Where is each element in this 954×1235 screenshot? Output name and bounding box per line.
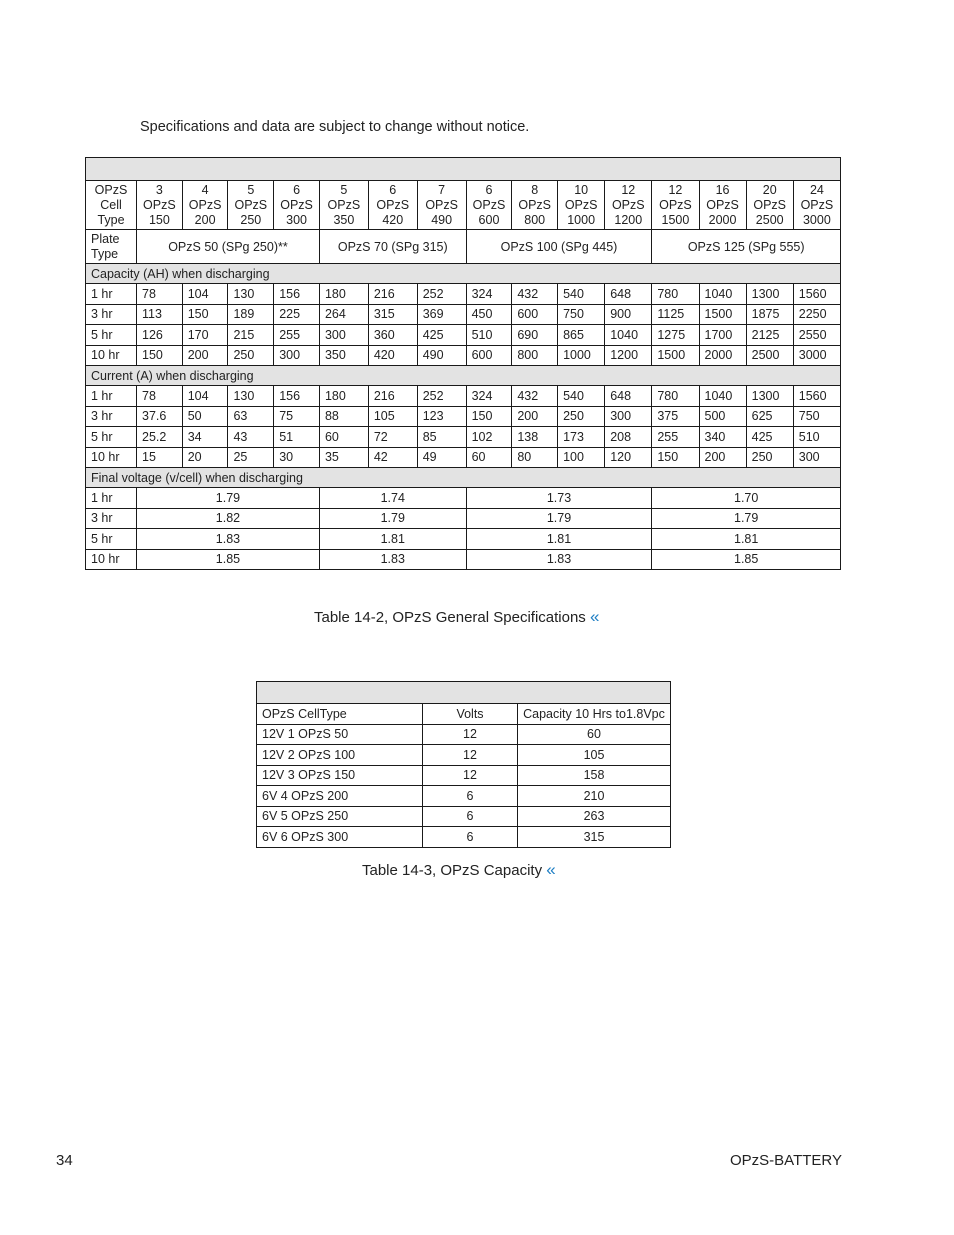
cell-line: 600	[478, 212, 500, 227]
section-title: Current (A) when discharging	[86, 366, 841, 386]
cell-line: 1200	[614, 212, 643, 227]
table-cell: 648	[605, 284, 652, 305]
cell-type-header	[466, 181, 512, 230]
table-cell: 425	[746, 427, 793, 448]
cell-line: OPzS	[280, 197, 313, 212]
cell-line: 6	[389, 182, 397, 197]
cell-line: 200	[194, 212, 216, 227]
table-cell: 865	[558, 325, 605, 346]
table-cell: 625	[746, 406, 793, 427]
table-cell: 2250	[793, 304, 840, 325]
table-cell: 750	[558, 304, 605, 325]
section-header-row	[86, 468, 841, 488]
specifications-caption-text: Table 14-2, OPzS General Specifications	[314, 609, 586, 626]
row-label: 10 hr	[86, 345, 137, 366]
cell-line: 5	[247, 182, 255, 197]
table-cell: 34	[182, 427, 228, 448]
table-cell: 500	[699, 406, 746, 427]
cell-line: OPzS	[800, 197, 834, 212]
table-cell: 200	[699, 447, 746, 468]
table-cell: 780	[652, 284, 699, 305]
table-cell: 250	[746, 447, 793, 468]
row-label: 1 hr	[86, 284, 137, 305]
table-cell: 225	[274, 304, 320, 325]
cell-type-header	[652, 181, 699, 230]
disclaimer-notice: Specifications and data are subject to change without notice.	[140, 119, 530, 135]
cell-line: 7	[438, 182, 446, 197]
table-cell: 250	[558, 406, 605, 427]
table-row	[86, 447, 841, 468]
cell-type-header	[319, 181, 368, 230]
cell-line: 24	[809, 182, 824, 197]
cell-line: 5	[340, 182, 348, 197]
cell-line: 300	[286, 212, 307, 227]
table-cell: 264	[319, 304, 368, 325]
table-row	[86, 488, 841, 509]
cell-line: OPzS	[611, 197, 645, 212]
table-row	[86, 325, 841, 346]
table-cell: 49	[417, 447, 466, 468]
cell-line: Type	[97, 212, 125, 227]
table-row	[86, 406, 841, 427]
cell-line: 2000	[708, 212, 737, 227]
table-cell: 1300	[746, 284, 793, 305]
voltage-cell: 1.83	[137, 529, 320, 550]
table-cell: 12	[423, 745, 518, 766]
capacity-caption-text: Table 14-3, OPzS Capacity	[362, 862, 543, 879]
cell-line: 12	[668, 182, 683, 197]
table-cell: 300	[793, 447, 840, 468]
table-cell: 60	[319, 427, 368, 448]
cell-type-header	[746, 181, 793, 230]
table-cell: 85	[417, 427, 466, 448]
table-cell: 2000	[699, 345, 746, 366]
voltage-cell: 1.83	[466, 549, 652, 570]
table-cell: 300	[274, 345, 320, 366]
opzs-capacity-table	[256, 681, 671, 848]
cell-line: OPzS	[188, 197, 222, 212]
cell-line: 350	[333, 212, 355, 227]
table-cell: 2550	[793, 325, 840, 346]
cell-line: OPzS	[94, 182, 128, 197]
table-row	[257, 745, 671, 766]
table-cell: 432	[512, 386, 558, 407]
table-cell: 3000	[793, 345, 840, 366]
table-row	[86, 304, 841, 325]
cell-line: OPzS	[706, 197, 739, 212]
table-cell: 12	[423, 724, 518, 745]
table-cell: 12V 1 OPzS 50	[257, 724, 423, 745]
voltage-cell: 1.81	[466, 529, 652, 550]
row-label: 3 hr	[86, 508, 137, 529]
table-cell: 1000	[558, 345, 605, 366]
cell-line: OPzS	[327, 197, 361, 212]
cell-line: OPzS	[425, 197, 458, 212]
table-cell: 360	[368, 325, 417, 346]
table-cell: 158	[518, 765, 671, 786]
cell-line: 6	[485, 182, 493, 197]
table-cell: 104	[182, 386, 228, 407]
cell-line: 4	[201, 182, 209, 197]
title-bar-cell	[86, 158, 841, 181]
section-title: Capacity (AH) when discharging	[86, 264, 841, 284]
table-cell: 126	[137, 325, 183, 346]
table-cell: 123	[417, 406, 466, 427]
table-cell: 1500	[699, 304, 746, 325]
cell-line: Cell	[100, 197, 122, 212]
voltage-cell: 1.79	[466, 508, 652, 529]
table-cell: 263	[518, 806, 671, 827]
table-cell: 324	[466, 284, 512, 305]
table-cell: 72	[368, 427, 417, 448]
cell-line: 3000	[802, 212, 831, 227]
table-cell: 20	[182, 447, 228, 468]
plate-type-label	[86, 230, 137, 264]
table-cell: 780	[652, 386, 699, 407]
table-cell: 315	[518, 827, 671, 848]
table-cell: 88	[319, 406, 368, 427]
table-cell: 1275	[652, 325, 699, 346]
page-number: 34	[56, 1152, 73, 1169]
table-cell: 180	[319, 284, 368, 305]
column-header: Volts	[423, 704, 518, 725]
cell-line: OPzS	[659, 197, 692, 212]
table-cell: 255	[652, 427, 699, 448]
table-cell: 250	[228, 345, 274, 366]
table-title-bar	[257, 682, 671, 704]
table-cell: 6V 4 OPzS 200	[257, 786, 423, 807]
voltage-cell: 1.73	[466, 488, 652, 509]
table-cell: 1500	[652, 345, 699, 366]
table-cell: 30	[274, 447, 320, 468]
back-link-icon[interactable]: «	[546, 860, 556, 879]
row-label: 5 hr	[86, 427, 137, 448]
table-title-bar	[86, 158, 841, 181]
table-cell: 105	[368, 406, 417, 427]
table-cell: 60	[518, 724, 671, 745]
table-cell: 25	[228, 447, 274, 468]
table-cell: 208	[605, 427, 652, 448]
table-cell: 150	[652, 447, 699, 468]
table-cell: 540	[558, 386, 605, 407]
table-row	[86, 549, 841, 570]
table-cell: 1875	[746, 304, 793, 325]
cell-line: OPzS	[143, 197, 176, 212]
table-cell: 1560	[793, 386, 840, 407]
table-cell: 490	[417, 345, 466, 366]
table-cell: 510	[793, 427, 840, 448]
cell-type-header	[512, 181, 558, 230]
table-cell: 25.2	[137, 427, 183, 448]
voltage-cell: 1.79	[319, 508, 466, 529]
table-cell: 173	[558, 427, 605, 448]
cell-line: OPzS	[564, 197, 598, 212]
table-cell: 432	[512, 284, 558, 305]
header-row	[257, 704, 671, 725]
table-cell: 42	[368, 447, 417, 468]
table-row	[86, 386, 841, 407]
plate-type-cell: OPzS 70 (SPg 315)	[319, 230, 466, 264]
cell-type-header	[274, 181, 320, 230]
table-cell: 12V 2 OPzS 100	[257, 745, 423, 766]
cell-line: OPzS	[234, 197, 268, 212]
table-cell: 315	[368, 304, 417, 325]
plate-type-cell: OPzS 50 (SPg 250)**	[137, 230, 320, 264]
row-label: 1 hr	[86, 386, 137, 407]
table-cell: 200	[512, 406, 558, 427]
row-label: 3 hr	[86, 406, 137, 427]
table-cell: 300	[605, 406, 652, 427]
table-cell: 150	[466, 406, 512, 427]
voltage-cell: 1.85	[652, 549, 841, 570]
voltage-cell: 1.81	[652, 529, 841, 550]
table-cell: 51	[274, 427, 320, 448]
table-cell: 1700	[699, 325, 746, 346]
table-cell: 130	[228, 284, 274, 305]
table-cell: 156	[274, 284, 320, 305]
table-cell: 37.6	[137, 406, 183, 427]
document-name: OPzS-BATTERY	[730, 1152, 842, 1169]
table-cell: 215	[228, 325, 274, 346]
cell-type-header	[793, 181, 840, 230]
table-cell: 1125	[652, 304, 699, 325]
title-bar-cell	[257, 682, 671, 704]
table-cell: 130	[228, 386, 274, 407]
table-cell: 105	[518, 745, 671, 766]
table-cell: 156	[274, 386, 320, 407]
table-cell: 425	[417, 325, 466, 346]
table-cell: 648	[605, 386, 652, 407]
table-cell: 15	[137, 447, 183, 468]
cell-line: 6	[293, 182, 301, 197]
table-cell: 210	[518, 786, 671, 807]
table-cell: 375	[652, 406, 699, 427]
table-cell: 180	[319, 386, 368, 407]
cell-type-header	[605, 181, 652, 230]
cell-line: 12	[621, 182, 636, 197]
plate-type-cell: OPzS 100 (SPg 445)	[466, 230, 652, 264]
cell-line: 420	[382, 212, 404, 227]
table-cell: 6V 6 OPzS 300	[257, 827, 423, 848]
table-row	[257, 786, 671, 807]
table-cell: 300	[319, 325, 368, 346]
table-cell: 100	[558, 447, 605, 468]
plate-type-row	[86, 230, 841, 264]
row-label: 10 hr	[86, 447, 137, 468]
table-cell: 2125	[746, 325, 793, 346]
table-cell: 138	[512, 427, 558, 448]
cell-line: Type	[91, 246, 119, 261]
table-cell: 1560	[793, 284, 840, 305]
voltage-cell: 1.79	[137, 488, 320, 509]
cell-line: 20	[762, 182, 777, 197]
cell-type-label	[86, 181, 137, 230]
cell-line: OPzS	[376, 197, 410, 212]
section-title: Final voltage (v/cell) when discharging	[86, 468, 841, 488]
table-cell: 324	[466, 386, 512, 407]
table-cell: 600	[512, 304, 558, 325]
table-cell: 150	[137, 345, 183, 366]
column-header: Capacity 10 Hrs to1.8Vpc	[518, 704, 671, 725]
cell-type-header	[368, 181, 417, 230]
cell-line: 16	[715, 182, 730, 197]
cell-line: OPzS	[518, 197, 552, 212]
voltage-cell: 1.79	[652, 508, 841, 529]
table-cell: 78	[137, 386, 183, 407]
table-cell: 1040	[699, 284, 746, 305]
cell-line: Plate	[91, 231, 120, 246]
row-label: 3 hr	[86, 304, 137, 325]
table-cell: 80	[512, 447, 558, 468]
table-cell: 200	[182, 345, 228, 366]
table-cell: 6	[423, 806, 518, 827]
cell-type-header	[417, 181, 466, 230]
cell-type-header	[699, 181, 746, 230]
cell-type-header	[558, 181, 605, 230]
table-cell: 690	[512, 325, 558, 346]
table-cell: 60	[466, 447, 512, 468]
table-cell: 450	[466, 304, 512, 325]
plate-type-cell: OPzS 125 (SPg 555)	[652, 230, 841, 264]
opzs-specifications-table	[85, 157, 841, 570]
table-cell: 6	[423, 827, 518, 848]
table-row	[257, 827, 671, 848]
cell-type-header	[228, 181, 274, 230]
table-cell: 252	[417, 284, 466, 305]
table-cell: 12	[423, 765, 518, 786]
table-cell: 75	[274, 406, 320, 427]
table-cell: 1200	[605, 345, 652, 366]
cell-type-header	[182, 181, 228, 230]
table-cell: 1040	[605, 325, 652, 346]
row-label: 1 hr	[86, 488, 137, 509]
table-cell: 170	[182, 325, 228, 346]
table-cell: 900	[605, 304, 652, 325]
section-header-row	[86, 366, 841, 386]
table-cell: 104	[182, 284, 228, 305]
cell-line: 1500	[661, 212, 690, 227]
cell-line: 10	[574, 182, 589, 197]
cell-type-header	[137, 181, 183, 230]
table-cell: 43	[228, 427, 274, 448]
table-row	[86, 529, 841, 550]
table-cell: 50	[182, 406, 228, 427]
cell-line: 490	[431, 212, 453, 227]
table-row	[257, 765, 671, 786]
table-cell: 216	[368, 284, 417, 305]
specifications-caption	[314, 607, 599, 627]
voltage-cell: 1.83	[319, 549, 466, 570]
table-row	[86, 284, 841, 305]
table-cell: 189	[228, 304, 274, 325]
table-cell: 150	[182, 304, 228, 325]
cell-line: 250	[240, 212, 262, 227]
table-cell: 78	[137, 284, 183, 305]
table-cell: 1300	[746, 386, 793, 407]
table-cell: 369	[417, 304, 466, 325]
table-cell: 216	[368, 386, 417, 407]
table-cell: 12V 3 OPzS 150	[257, 765, 423, 786]
table-row	[86, 427, 841, 448]
table-cell: 63	[228, 406, 274, 427]
table-cell: 120	[605, 447, 652, 468]
table-row	[86, 345, 841, 366]
table-row	[86, 508, 841, 529]
cell-line: 2500	[755, 212, 784, 227]
table-cell: 6V 5 OPzS 250	[257, 806, 423, 827]
capacity-caption	[362, 860, 556, 880]
table-cell: 510	[466, 325, 512, 346]
cell-type-header-row	[86, 181, 841, 230]
table-cell: 35	[319, 447, 368, 468]
table-cell: 255	[274, 325, 320, 346]
table-cell: 800	[512, 345, 558, 366]
table-cell: 540	[558, 284, 605, 305]
column-header: OPzS CellType	[257, 704, 423, 725]
cell-line: 150	[148, 212, 170, 227]
table-cell: 350	[319, 345, 368, 366]
table-cell: 113	[137, 304, 183, 325]
table-cell: 340	[699, 427, 746, 448]
section-header-row	[86, 264, 841, 284]
table-cell: 600	[466, 345, 512, 366]
back-link-icon[interactable]: «	[589, 607, 600, 626]
row-label: 5 hr	[86, 529, 137, 550]
table-row	[257, 724, 671, 745]
voltage-cell: 1.82	[137, 508, 320, 529]
cell-line: 1000	[567, 212, 596, 227]
table-cell: 420	[368, 345, 417, 366]
cell-line: OPzS	[753, 197, 787, 212]
cell-line: 3	[155, 182, 163, 197]
table-cell: 6	[423, 786, 518, 807]
voltage-cell: 1.74	[319, 488, 466, 509]
voltage-cell: 1.85	[137, 549, 320, 570]
cell-line: 800	[524, 212, 546, 227]
table-cell: 252	[417, 386, 466, 407]
row-label: 10 hr	[86, 549, 137, 570]
voltage-cell: 1.70	[652, 488, 841, 509]
table-cell: 2500	[746, 345, 793, 366]
table-cell: 750	[793, 406, 840, 427]
voltage-cell: 1.81	[319, 529, 466, 550]
table-row	[257, 806, 671, 827]
table-cell: 102	[466, 427, 512, 448]
cell-line: 8	[531, 182, 539, 197]
cell-line: OPzS	[472, 197, 506, 212]
table-cell: 1040	[699, 386, 746, 407]
row-label: 5 hr	[86, 325, 137, 346]
